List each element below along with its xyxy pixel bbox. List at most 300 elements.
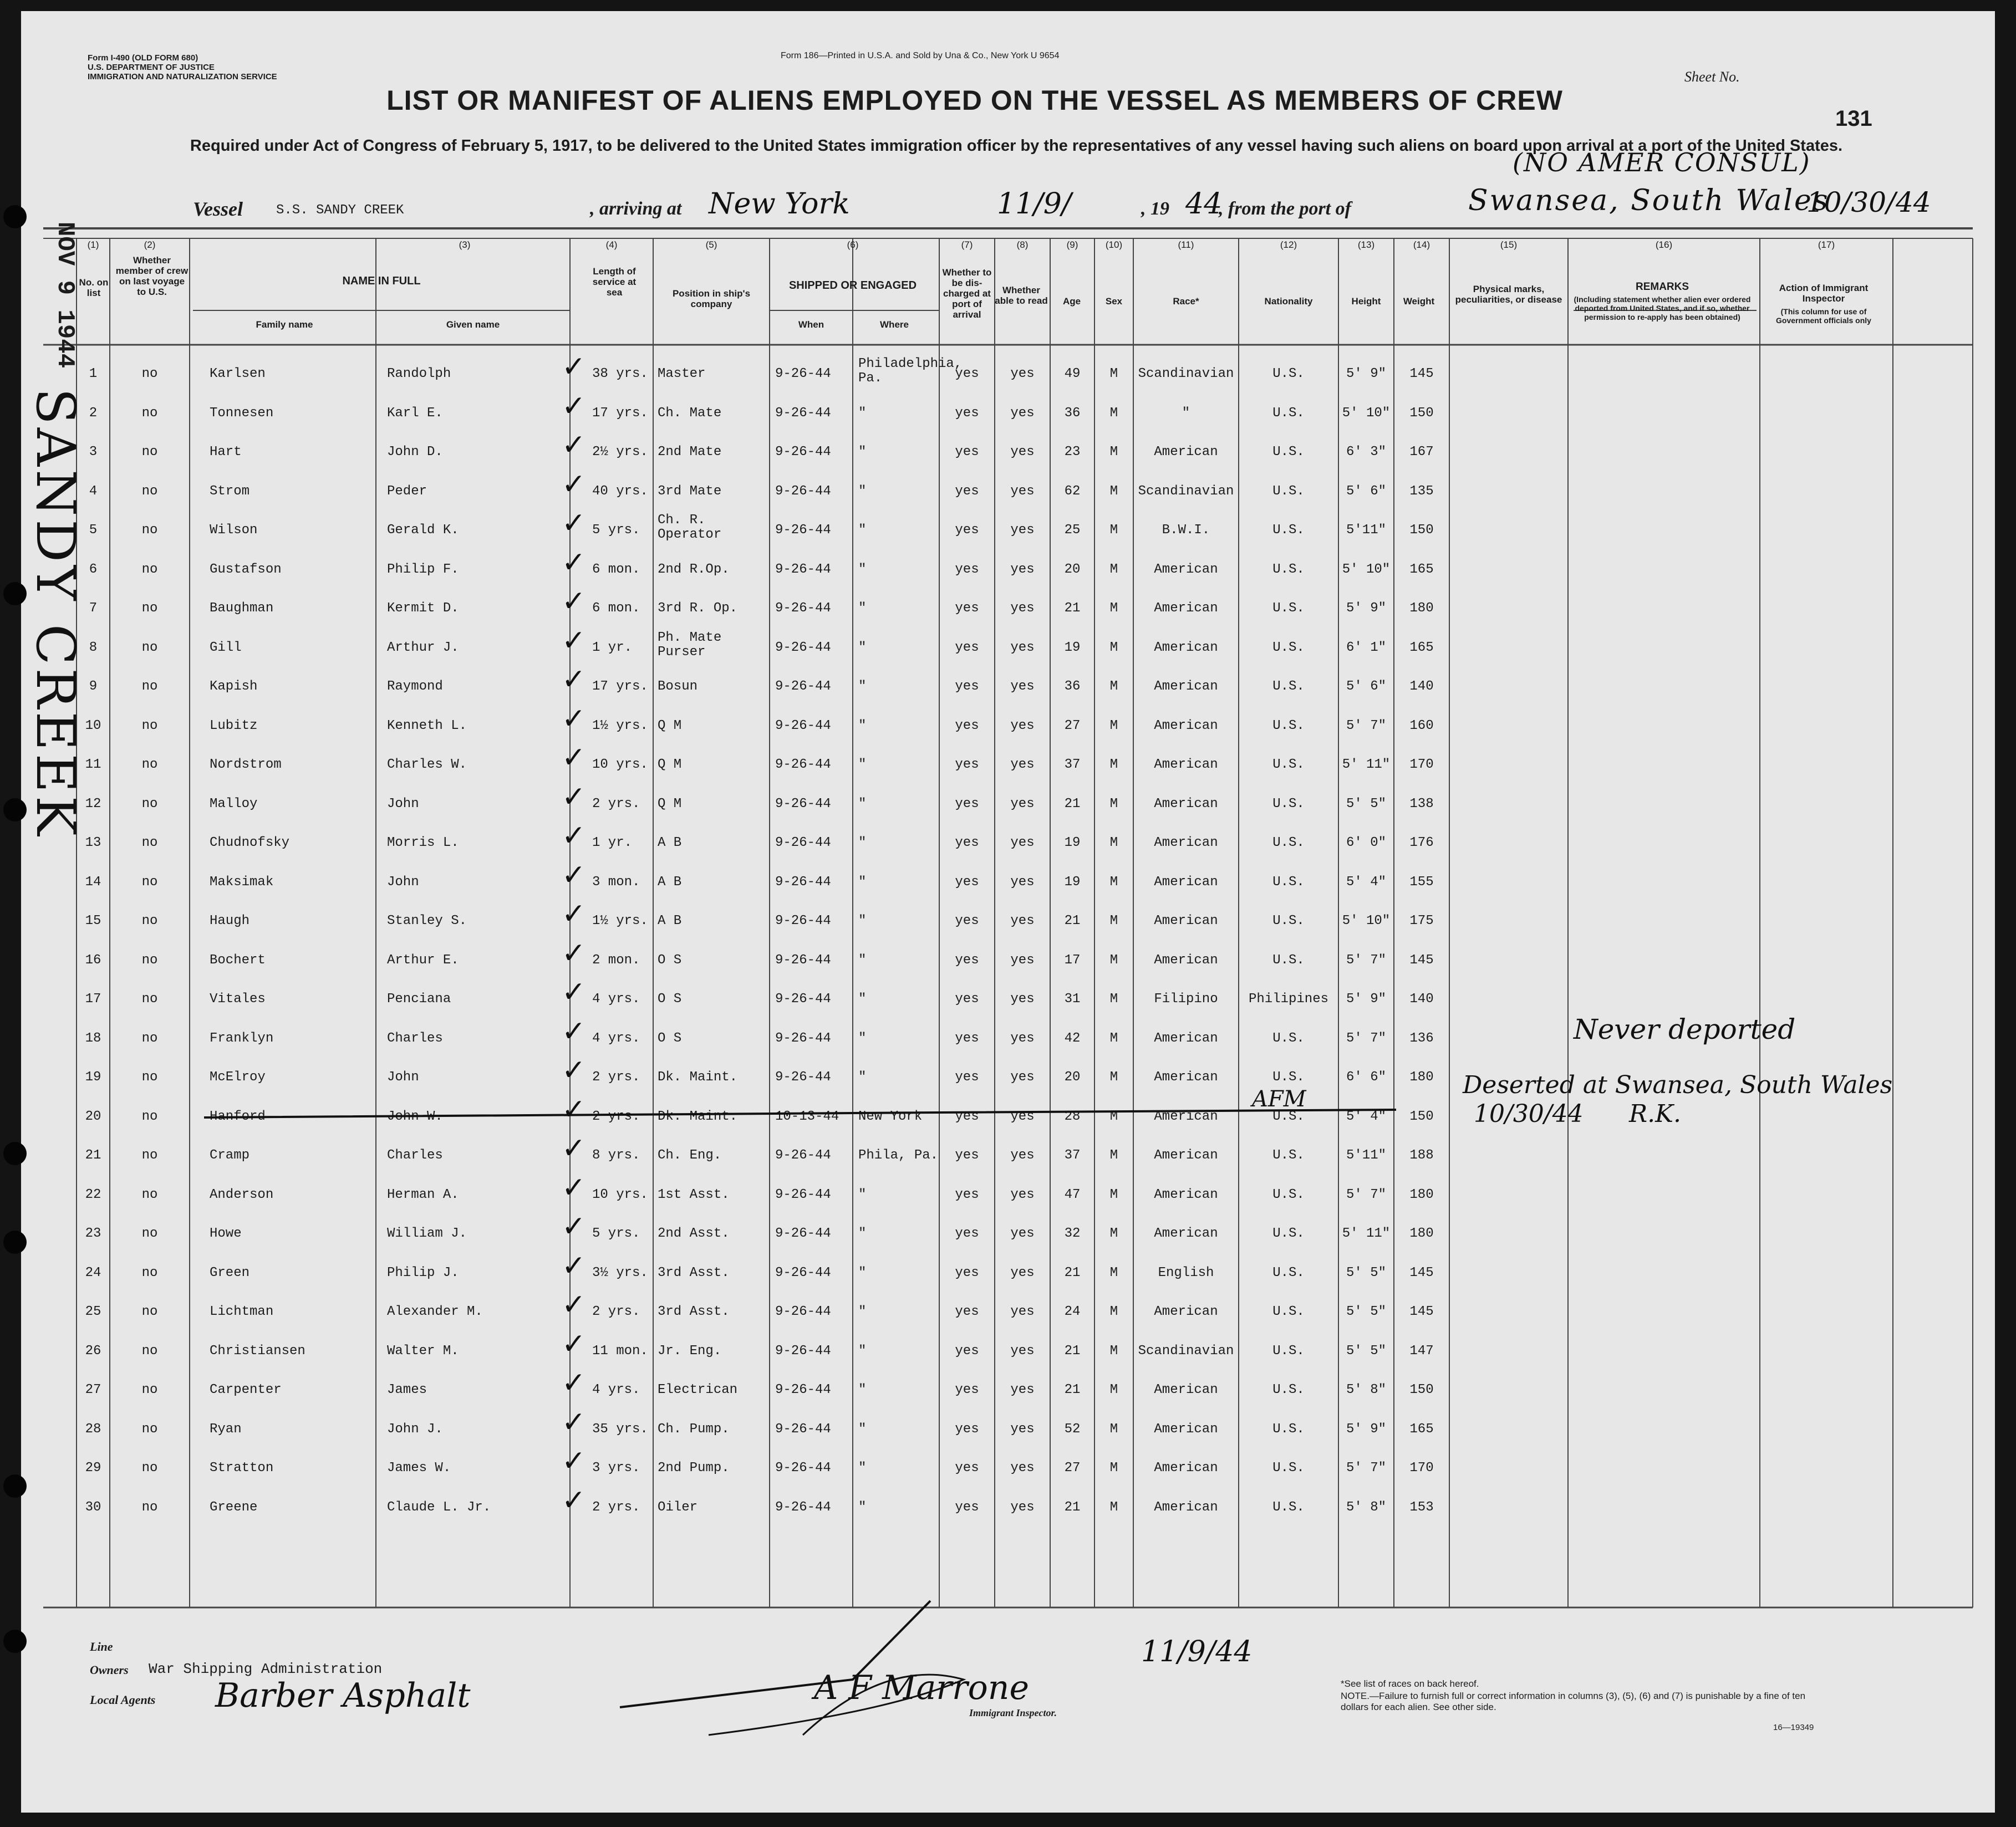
header-position: Position in ship's company (672, 288, 751, 309)
sex: M (1109, 640, 1118, 655)
row-number: 19 (85, 1070, 101, 1085)
header-action-note: (This column for use of Government officials only (1776, 307, 1871, 325)
check-mark-icon: ✓ (562, 507, 586, 540)
position: Q M (658, 757, 682, 772)
age: 21 (1064, 1382, 1081, 1397)
document-title: LIST OR MANIFEST OF ALIENS EMPLOYED ON THE VESSEL AS MEMBERS OF CREW (386, 85, 1563, 116)
header-shipped-engaged: SHIPPED OR ENGAGED (788, 279, 917, 292)
check-mark-icon: ✓ (562, 350, 586, 384)
check-mark-icon: ✓ (562, 1288, 586, 1321)
height: 5' 5" (1346, 1343, 1386, 1359)
printer-line: Form 186—Printed in U.S.A. and Sold by Una & Co., New York U 9654 (781, 51, 1060, 60)
member-last-voyage: no (141, 796, 158, 812)
age: 21 (1064, 1343, 1081, 1359)
height: 5' 10" (1342, 562, 1391, 577)
able-to-read: yes (1010, 1382, 1035, 1397)
local-agents-value: Barber Asphalt (215, 1676, 471, 1715)
family-name: Howe (210, 1226, 242, 1241)
local-agents-label: Local Agents (90, 1693, 156, 1707)
position: A B (658, 874, 682, 890)
member-last-voyage: no (141, 1187, 158, 1202)
family-name: Franklyn (210, 1030, 274, 1046)
nationality: U.S. (1272, 601, 1305, 616)
given-name: Philip J. (387, 1265, 459, 1280)
row-number: 16 (85, 952, 101, 968)
row-number: 29 (85, 1461, 101, 1476)
row-number: 24 (85, 1265, 101, 1280)
penalty-note: NOTE.—Failure to furnish full or correct information in columns (3), (5), (6) and (7) is punishable by a fine of ten dollars for each alien. See other side. (1341, 1691, 1806, 1712)
able-to-read: yes (1010, 796, 1035, 812)
height: 5' 5" (1346, 1304, 1386, 1319)
nationality: U.S. (1272, 1265, 1305, 1280)
weight: 167 (1409, 445, 1434, 460)
position: Master (658, 366, 706, 381)
length-of-service: 10 yrs. (592, 1187, 648, 1202)
nationality: U.S. (1272, 1109, 1305, 1124)
position: O S (658, 992, 682, 1007)
member-last-voyage: no (141, 1226, 158, 1241)
given-name: Arthur J. (387, 640, 459, 655)
member-last-voyage: no (141, 562, 158, 577)
sex: M (1109, 523, 1118, 538)
age: 20 (1064, 562, 1081, 577)
discharged: yes (955, 718, 979, 733)
race: American (1154, 835, 1218, 850)
height: 5' 9" (1346, 601, 1386, 616)
discharged: yes (955, 757, 979, 772)
length-of-service: 17 yrs. (592, 405, 648, 421)
date-stamp: NOV 9 1944 (51, 222, 79, 369)
discharged: yes (955, 1499, 979, 1515)
sex: M (1109, 992, 1118, 1007)
length-of-service: 2 yrs. (592, 1499, 640, 1515)
race: American (1154, 1070, 1218, 1085)
age: 24 (1064, 1304, 1081, 1319)
nationality: U.S. (1272, 1187, 1305, 1202)
family-name: Karlsen (210, 366, 266, 381)
position: Jr. Eng. (658, 1343, 722, 1359)
shipped-where: " (858, 562, 867, 577)
arrival-year: 44 (1185, 187, 1223, 221)
discharged: yes (955, 1226, 979, 1241)
nationality: U.S. (1272, 679, 1305, 694)
race: American (1154, 1148, 1218, 1163)
discharged: yes (955, 835, 979, 850)
shipped-where: New York (858, 1109, 923, 1124)
nationality: U.S. (1272, 952, 1305, 968)
given-name: Charles (387, 1148, 443, 1163)
race: American (1154, 874, 1218, 890)
age: 21 (1064, 796, 1081, 812)
position: Ch. R. Operator (658, 513, 722, 542)
height: 5' 5" (1346, 796, 1386, 812)
family-name: Vitales (210, 992, 266, 1007)
sex: M (1109, 445, 1118, 460)
weight: 170 (1409, 1461, 1434, 1476)
check-mark-icon: ✓ (562, 467, 586, 501)
row-number: 5 (89, 523, 98, 538)
height: 5' 9" (1346, 1421, 1386, 1437)
weight: 155 (1409, 874, 1434, 890)
row-number: 27 (85, 1382, 101, 1397)
header-given-name: Given name (446, 319, 500, 330)
member-last-voyage: no (141, 483, 158, 499)
position: 3rd R. Op. (658, 601, 738, 616)
document-subtitle: Required under Act of Congress of February 5, 1917, to be delivered to the United States immigration officer by the representatives of any vessel having such aliens on board upon arrival at a port of the United States. (190, 137, 1843, 155)
family-name: Cramp (210, 1148, 250, 1163)
given-name: Raymond (387, 679, 443, 694)
length-of-service: 11 mon. (592, 1343, 648, 1359)
race: American (1154, 640, 1218, 655)
discharged: yes (955, 1382, 979, 1397)
length-of-service: 2 yrs. (592, 796, 640, 812)
header-sex: Sex (1105, 296, 1123, 307)
able-to-read: yes (1010, 366, 1035, 381)
family-name: Malloy (210, 796, 258, 812)
position: Bosun (658, 679, 698, 694)
given-name: Herman A. (387, 1187, 459, 1202)
position: Q M (658, 718, 682, 733)
nationality: U.S. (1272, 1304, 1305, 1319)
column-number: (10) (1105, 239, 1123, 250)
position: Q M (658, 796, 682, 812)
shipped-where: " (858, 523, 867, 538)
check-mark-icon: ✓ (562, 741, 586, 774)
check-mark-icon: ✓ (562, 1445, 586, 1478)
nationality: U.S. (1272, 835, 1305, 850)
column-number: (5) (705, 239, 717, 250)
shipped-when: 9-26-44 (775, 835, 831, 850)
departure-port: Swansea, South Wales (1468, 184, 1830, 217)
length-of-service: 3 yrs. (592, 1461, 640, 1476)
able-to-read: yes (1010, 1499, 1035, 1515)
member-last-voyage: no (141, 1148, 158, 1163)
shipped-where: " (858, 1304, 867, 1319)
given-name: John (387, 1070, 419, 1085)
able-to-read: yes (1010, 445, 1035, 460)
given-name: Karl E. (387, 405, 443, 421)
shipped-where: " (858, 835, 867, 850)
weight: 180 (1409, 1187, 1434, 1202)
age: 47 (1064, 1187, 1081, 1202)
height: 5' 7" (1346, 718, 1386, 733)
row-number: 30 (85, 1499, 101, 1515)
age: 21 (1064, 1499, 1081, 1515)
age: 62 (1064, 483, 1081, 499)
sex: M (1109, 1304, 1118, 1319)
race: American (1154, 1187, 1218, 1202)
able-to-read: yes (1010, 835, 1035, 850)
race: Scandinavian (1138, 483, 1234, 499)
member-last-voyage: no (141, 992, 158, 1007)
family-name: Nordstrom (210, 757, 282, 772)
row-number: 21 (85, 1148, 101, 1163)
shipped-where: Philadelphia, Pa. (858, 356, 963, 386)
age: 52 (1064, 1421, 1081, 1437)
weight: 145 (1409, 1304, 1434, 1319)
given-name: Stanley S. (387, 914, 467, 928)
shipped-when: 9-26-44 (775, 796, 831, 812)
race: American (1154, 757, 1218, 772)
family-name: Gill (210, 640, 242, 655)
header-age: Age (1062, 296, 1081, 307)
header-nationality: Nationality (1264, 296, 1313, 307)
family-name: Hanford (210, 1109, 266, 1124)
length-of-service: 1 yr. (592, 835, 633, 850)
weight: 165 (1409, 640, 1434, 655)
weight: 180 (1409, 1226, 1434, 1241)
family-name: Wilson (210, 523, 258, 538)
shipped-where: " (858, 679, 867, 694)
nationality: U.S. (1272, 1461, 1305, 1476)
row-number: 15 (85, 914, 101, 928)
owners-value: War Shipping Administration (149, 1661, 383, 1677)
length-of-service: 17 yrs. (592, 679, 648, 694)
column-number: (3) (459, 239, 471, 250)
shipped-where: " (858, 483, 867, 499)
deserted-date: 10/30/44 (1474, 1100, 1584, 1128)
member-last-voyage: no (141, 1070, 158, 1085)
check-mark-icon: ✓ (562, 1327, 586, 1361)
form-code: 16—19349 (1773, 1723, 1814, 1732)
able-to-read: yes (1010, 1109, 1035, 1124)
sex: M (1109, 1421, 1118, 1437)
length-of-service: 6 mon. (592, 562, 640, 577)
shipped-when: 9-26-44 (775, 1070, 831, 1085)
able-to-read: yes (1010, 1226, 1035, 1241)
shipped-when: 9-26-44 (775, 1382, 831, 1397)
height: 5'11" (1346, 1148, 1386, 1163)
weight: 180 (1409, 1070, 1434, 1085)
race: American (1154, 1421, 1218, 1437)
shipped-where: " (858, 1187, 867, 1202)
race: American (1154, 679, 1218, 694)
height: 5'11" (1346, 523, 1386, 538)
height: 5' 8" (1346, 1382, 1386, 1397)
weight: 140 (1409, 992, 1434, 1007)
family-name: Lubitz (210, 718, 258, 733)
length-of-service: 1 yr. (592, 640, 633, 655)
family-name: Tonnesen (210, 405, 274, 421)
discharged: yes (955, 483, 979, 499)
column-number: (2) (144, 239, 156, 250)
sex: M (1109, 914, 1118, 928)
discharged: yes (955, 366, 979, 381)
nationality: U.S. (1272, 405, 1305, 421)
header-remarks: REMARKS (1635, 281, 1689, 293)
shipped-where: " (858, 1421, 867, 1437)
position: Dk. Maint. (658, 1070, 738, 1085)
able-to-read: yes (1010, 1421, 1035, 1437)
discharged: yes (955, 1030, 979, 1046)
nationality: U.S. (1272, 718, 1305, 733)
shipped-when: 10-13-44 (775, 1109, 839, 1124)
shipped-where: " (858, 405, 867, 421)
sex: M (1109, 1109, 1118, 1124)
position: Dk. Maint. (658, 1109, 738, 1124)
sex: M (1109, 1265, 1118, 1280)
height: 5' 11" (1342, 1226, 1391, 1241)
length-of-service: 5 yrs. (592, 1226, 640, 1241)
nationality: U.S. (1272, 1499, 1305, 1515)
given-name: James W. (387, 1461, 451, 1476)
family-name: Kapish (210, 679, 258, 694)
weight: 145 (1409, 952, 1434, 968)
sex: M (1109, 366, 1118, 381)
discharged: yes (955, 640, 979, 655)
family-name: Chudnofsky (210, 835, 290, 850)
age: 19 (1064, 835, 1081, 850)
age: 19 (1064, 640, 1081, 655)
row-number: 10 (85, 718, 101, 733)
sex: M (1109, 601, 1118, 616)
able-to-read: yes (1010, 1343, 1035, 1359)
check-mark-icon: ✓ (562, 1210, 586, 1243)
weight: 145 (1409, 1265, 1434, 1280)
arrival-date: 11/9/ (997, 187, 1072, 221)
height: 5' 10" (1342, 405, 1391, 421)
position: Ch. Mate (658, 405, 722, 421)
row-number: 2 (89, 405, 98, 421)
discharged: yes (955, 796, 979, 812)
length-of-service: 2 mon. (592, 952, 640, 968)
able-to-read: yes (1010, 1461, 1035, 1476)
nationality: U.S. (1272, 757, 1305, 772)
header-race: Race* (1173, 296, 1199, 307)
height: 6' 1" (1346, 640, 1386, 655)
row-number: 23 (85, 1226, 101, 1241)
length-of-service: 1½ yrs. (592, 718, 648, 733)
shipped-when: 9-26-44 (775, 874, 831, 890)
able-to-read: yes (1010, 757, 1035, 772)
sex: M (1109, 1226, 1118, 1241)
consul-annotation: (NO AMER CONSUL) (1513, 147, 1811, 177)
age: 23 (1064, 445, 1081, 460)
check-mark-icon: ✓ (562, 1014, 586, 1048)
position: O S (658, 1030, 682, 1046)
discharged: yes (955, 1304, 979, 1319)
able-to-read: yes (1010, 1030, 1035, 1046)
race: American (1154, 952, 1218, 968)
nationality: U.S. (1272, 523, 1305, 538)
member-last-voyage: no (141, 718, 158, 733)
check-mark-icon: ✓ (562, 1171, 586, 1205)
check-mark-icon: ✓ (562, 1249, 586, 1283)
position: 3rd Asst. (658, 1304, 730, 1319)
sex: M (1109, 1382, 1118, 1397)
shipped-when: 9-26-44 (775, 1265, 831, 1280)
family-name: Maksimak (210, 874, 274, 890)
shipped-where: " (858, 1070, 867, 1085)
column-number: (17) (1818, 239, 1835, 250)
race: " (1182, 405, 1190, 421)
family-name: Green (210, 1265, 250, 1280)
height: 5' 6" (1346, 679, 1386, 694)
check-mark-icon: ✓ (562, 389, 586, 423)
shipped-where: " (858, 601, 867, 616)
able-to-read: yes (1010, 718, 1035, 733)
check-mark-icon: ✓ (562, 624, 586, 657)
check-mark-icon: ✓ (562, 585, 586, 618)
length-of-service: 8 yrs. (592, 1148, 640, 1163)
header-length-of-service: Length of service at sea (592, 266, 637, 298)
race: American (1154, 1382, 1218, 1397)
sex: M (1109, 1461, 1118, 1476)
header-where: Where (880, 319, 909, 330)
family-name: Stratton (210, 1461, 274, 1476)
discharged: yes (955, 914, 979, 928)
shipped-when: 9-26-44 (775, 1226, 831, 1241)
check-mark-icon: ✓ (562, 976, 586, 1009)
shipped-when: 9-26-44 (775, 445, 831, 460)
discharged: yes (955, 679, 979, 694)
given-name: John (387, 796, 419, 812)
given-name: John D. (387, 445, 443, 460)
column-number: (14) (1413, 239, 1430, 250)
able-to-read: yes (1010, 992, 1035, 1007)
able-to-read: yes (1010, 483, 1035, 499)
length-of-service: 1½ yrs. (592, 914, 648, 928)
age: 20 (1064, 1070, 1081, 1085)
able-to-read: yes (1010, 1265, 1035, 1280)
race: American (1154, 1226, 1218, 1241)
family-name: Anderson (210, 1187, 274, 1202)
given-name: Charles (387, 1030, 443, 1046)
family-name: Lichtman (210, 1304, 274, 1319)
sex: M (1109, 835, 1118, 850)
sex: M (1109, 1070, 1118, 1085)
given-name: James (387, 1382, 427, 1397)
age: 31 (1064, 992, 1081, 1007)
row-number: 26 (85, 1343, 101, 1359)
position: Electrican (658, 1382, 738, 1397)
manifest-sheet (21, 11, 1995, 1813)
position: Oiler (658, 1499, 698, 1515)
row-number: 20 (85, 1109, 101, 1124)
row-number: 22 (85, 1187, 101, 1202)
length-of-service: 3 mon. (592, 874, 640, 890)
race: American (1154, 1499, 1218, 1515)
family-name: Strom (210, 483, 250, 499)
sex: M (1109, 718, 1118, 733)
height: 5' 10" (1342, 914, 1391, 928)
weight: 150 (1409, 405, 1434, 421)
never-deported-note: Never deported (1574, 1013, 1796, 1045)
member-last-voyage: no (141, 1343, 158, 1359)
race: American (1154, 601, 1218, 616)
nationality: U.S. (1272, 1382, 1305, 1397)
shipped-where: " (858, 952, 867, 968)
length-of-service: 3½ yrs. (592, 1265, 648, 1280)
sex: M (1109, 405, 1118, 421)
member-last-voyage: no (141, 1499, 158, 1515)
column-number: (8) (1016, 239, 1029, 250)
shipped-when: 9-26-44 (775, 952, 831, 968)
shipped-where: " (858, 445, 867, 460)
family-name: Ryan (210, 1421, 242, 1437)
length-of-service: 4 yrs. (592, 1382, 640, 1397)
sex: M (1109, 952, 1118, 968)
height: 5' 5" (1346, 1265, 1386, 1280)
race: American (1154, 562, 1218, 577)
nationality: U.S. (1272, 914, 1305, 928)
row-number: 6 (89, 562, 98, 577)
check-mark-icon: ✓ (562, 936, 586, 970)
nationality: U.S. (1272, 562, 1305, 577)
length-of-service: 2 yrs. (592, 1070, 640, 1085)
member-last-voyage: no (141, 1382, 158, 1397)
member-last-voyage: no (141, 1265, 158, 1280)
